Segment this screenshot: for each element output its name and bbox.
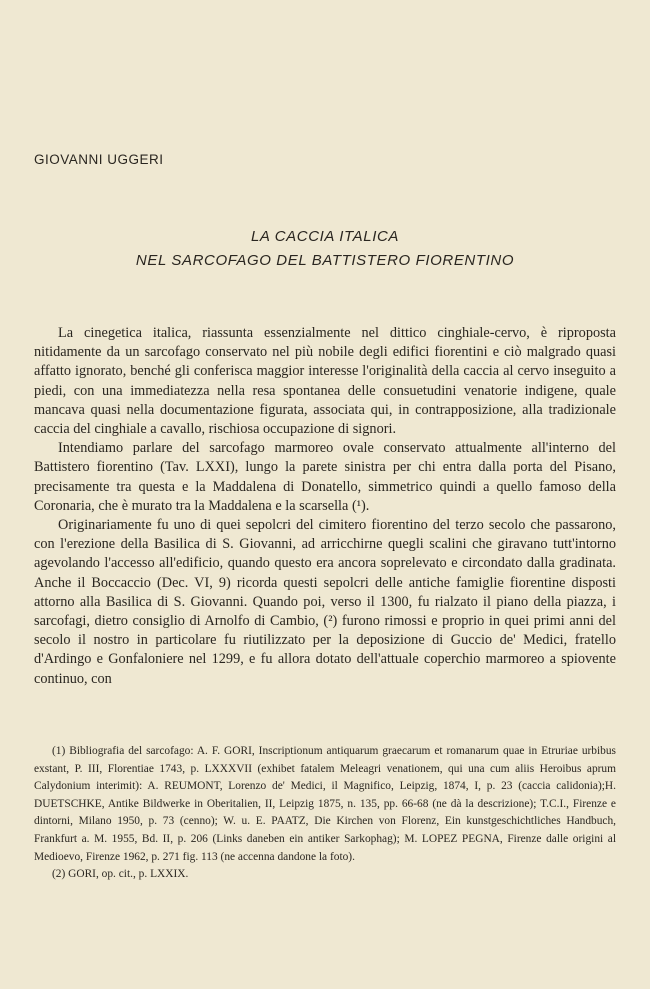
article-title-line-1: LA CACCIA ITALICA bbox=[250, 228, 399, 245]
footnote-2: (2) GORI, op. cit., p. LXXIX. bbox=[52, 868, 189, 881]
body-paragraph-2: Intendiamo parlare del sarcofago marmoreo ovale conservato attualmente all'interno del Battistero fiorentino (Tav. LXXI), lungo la parete sinistra per chi entra dalla porta del Pisano, precisamente tra questa e la Maddalena di Donatello, simmetrico quindi a quello famoso della Coronaria, che è murato tra la Maddalena e la scarsella (¹). bbox=[34, 440, 616, 514]
body-paragraph-3: Originariamente fu uno di quei sepolcri del cimitero fiorentino del terzo secolo che passarono, con l'erezione della Basilica di S. Giovanni, ad arricchirne quegli scalini che giravano tutt'intorno agevolando l'accesso all'edificio, quando questo era ancora soprelevato e circondato dalla gradinata. Anche il Boccaccio (Dec. VI, 9) ricorda questi sepolcri delle antiche famiglie fiorentine disposti attorno alla Basilica di S. Giovanni. Quando poi, verso il 1300, fu rialzato il piano della piazza, i sarcofagi, dietro consiglio di Arnolfo di Cambio, (²) furono rimossi e proprio in quei primi anni del secolo il nostro in particolare fu riutilizzato per la deposizione di Guccio de' Medici, fratello d'Ardingo e Gonfaloniere nel 1299, e fu allora dotato dell'attuale coperchio marmoreo a spiovente continuo, con bbox=[34, 517, 616, 687]
author-name: GIOVANNI UGGERI bbox=[34, 152, 164, 167]
footnote-1: (1) Bibliografia del sarcofago: A. F. GORI, Inscriptionum antiquarum graecarum et romanarum quae in Etruriae urbibus exstant, P. III, Florentiae 1743, p. LXXXVII (exhibet fatalem Meleagri venationem, qui una cum aliis Heroibus aprum Calydonium interimit): A. REUMONT, Lorenzo de' Medici, il Magnifico, Leipzig, 1874, I, p. 23 (caccia calidonia);H. DUETSCHKE, Antike Bildwerke in Oberitalien, II, Leipzig 1875, n. 135, pp. 66-68 (ne dà la descrizione); T.C.I., Firenze e dintorni, Milano 1950, p. 73 (cenno); W. u. E. PAATZ, Die Kirchen von Florenz, Ein kunstgeschichtliches Handbuch, Frankfurt a. M. 1955, Bd. II, p. 206 (Links daneben ein antiker Sarkophag); M. LOPEZ PEGNA, Firenze dalle origini al Medioevo, Firenze 1962, p. 271 fig. 113 (ne accenna dandone la foto). bbox=[34, 745, 616, 863]
article-body bbox=[34, 324, 616, 689]
footnotes bbox=[34, 743, 616, 884]
body-paragraph-1: La cinegetica italica, riassunta essenzialmente nel dittico cinghiale-cervo, è riproposta nitidamente da un sarcofago conservato nel più nobile degli edifici fiorentini e ciò malgrado quasi affatto ignorato, benché gli conferisca maggior interesse l'originalità della caccia al cervo inseguito a piedi, con una immediatezza nella resa spontanea delle consuetudini venatorie indigene, quale mancava quasi nella documentazione figurata, associata qui, in contrapposizione, alla tradizionale caccia del cinghiale a cavallo, rischiosa occupazione di signori. bbox=[34, 325, 616, 438]
article-title-line-2: NEL SARCOFAGO DEL BATTISTERO FIORENTINO bbox=[135, 252, 515, 269]
